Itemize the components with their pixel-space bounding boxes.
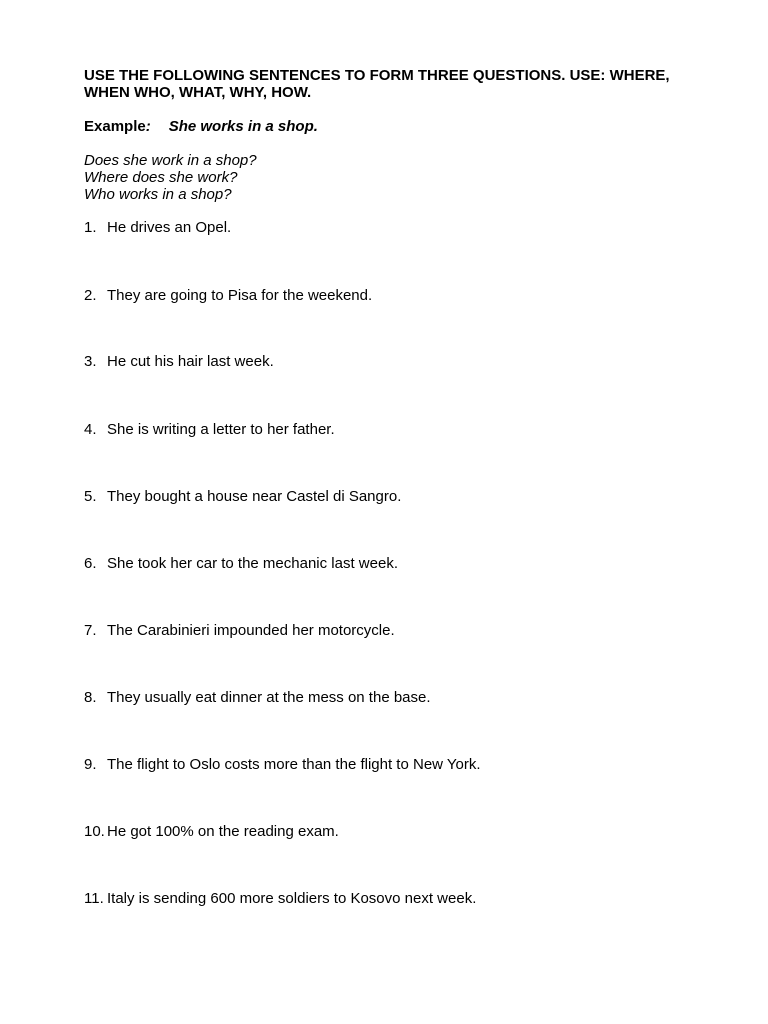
example-sentence: She works in a shop. (168, 118, 318, 135)
exercise-sentence: The Carabinieri impounded her motorcycle. (107, 622, 395, 639)
exercise-number: 7. (84, 622, 97, 639)
exercise-item (84, 823, 339, 840)
exercise-sentence: They are going to Pisa for the weekend. (107, 287, 373, 304)
exercise-sentence: They bought a house near Castel di Sangro. (107, 488, 402, 505)
exercise-sentence: He drives an Opel. (107, 219, 232, 236)
exercise-number: 2. (84, 287, 97, 304)
exercise-sentence: She took her car to the mechanic last week. (107, 555, 398, 572)
exercise-item (84, 421, 335, 438)
exercise-sentence: The flight to Oslo costs more than the flight to New York. (107, 756, 481, 773)
exercise-item (84, 219, 231, 236)
exercise-number: 8. (84, 689, 97, 706)
exercise-item (84, 555, 398, 572)
exercise-item (84, 353, 274, 370)
exercise-number: 3. (84, 353, 97, 370)
exercise-sentence: Italy is sending 600 more soldiers to Kosovo next week. (107, 890, 477, 907)
example-question: Who works in a shop? (84, 186, 232, 203)
exercise-item (84, 622, 395, 639)
example-line (84, 118, 318, 135)
exercise-item (84, 689, 431, 706)
exercise-sentence: They usually eat dinner at the mess on the base. (107, 689, 431, 706)
example-colon: : (145, 118, 151, 135)
exercise-item (84, 488, 401, 505)
exercise-sentence: He got 100% on the reading exam. (107, 823, 339, 840)
exercise-sentence: He cut his hair last week. (107, 353, 274, 370)
exercise-item (84, 756, 481, 773)
exercise-sentence: She is writing a letter to her father. (107, 421, 335, 438)
example-question: Where does she work? (84, 169, 238, 186)
exercise-number: 4. (84, 421, 97, 438)
exercise-item (84, 287, 372, 304)
instructions-title: USE THE FOLLOWING SENTENCES TO FORM THREE QUESTIONS. USE: WHERE, WHEN WHO, WHAT, WHY, HOW. (84, 67, 670, 101)
exercise-number: 10. (84, 823, 105, 840)
example-question: Does she work in a shop? (84, 152, 257, 169)
exercise-number: 9. (84, 756, 97, 773)
exercise-number: 1. (84, 219, 97, 236)
example-label: Example (84, 118, 146, 135)
exercise-number: 5. (84, 488, 97, 505)
exercise-number: 6. (84, 555, 97, 572)
exercise-item (84, 890, 476, 907)
exercise-number: 11. (84, 890, 104, 907)
